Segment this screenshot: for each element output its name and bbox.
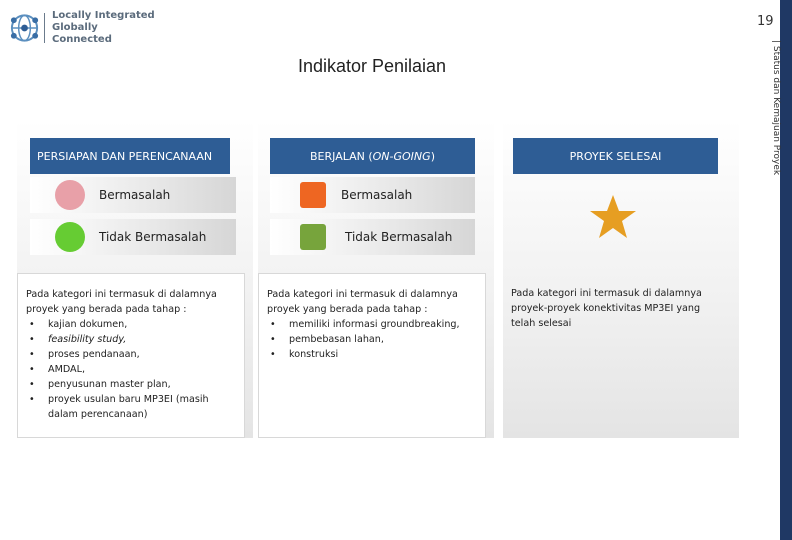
list-item: • penyusunan master plan, <box>26 377 236 392</box>
indicator-label: Tidak Bermasalah <box>345 230 453 244</box>
indicator-label: Bermasalah <box>341 188 413 202</box>
description-berjalan <box>258 273 486 438</box>
indicator-label: Tidak Bermasalah <box>99 230 207 244</box>
globe-logo-icon <box>8 11 41 45</box>
list-item: • proyek usulan baru MP3EI (masih dalam perencanaan) <box>26 392 236 422</box>
header-selesai: PROYEK SELESAI <box>513 138 718 174</box>
header-berjalan-end: ) <box>430 149 435 163</box>
pink-circle-icon <box>55 180 85 210</box>
logo-text <box>52 10 158 46</box>
list-item: • AMDAL, <box>26 362 236 377</box>
description-list <box>26 317 236 422</box>
description-list <box>267 317 477 362</box>
list-item: • pembebasan lahan, <box>267 332 477 347</box>
orange-square-icon <box>300 182 326 208</box>
logo <box>8 8 158 48</box>
star-icon <box>588 193 638 241</box>
list-item: • proses pendanaan, <box>26 347 236 362</box>
description-selesai <box>503 273 719 438</box>
header-berjalan <box>270 138 475 174</box>
header-berjalan-main: BERJALAN ( <box>310 149 373 163</box>
list-item: • memiliki informasi groundbreaking, <box>267 317 477 332</box>
description-intro: Pada kategori ini termasuk di dalamnya proyek yang berada pada tahap : <box>26 289 217 315</box>
description-intro: Pada kategori ini termasuk di dalamnya proyek-proyek konektivitas MP3EI yang telah selesai <box>511 288 702 329</box>
side-label-text: | Status dan Kemajuan Proyek <box>771 40 781 176</box>
page-title: Indikator Penilaian <box>297 56 447 76</box>
green-circle-icon <box>55 222 85 252</box>
side-label <box>768 40 782 190</box>
description-persiapan <box>17 273 245 438</box>
logo-line-2: Globally Connected <box>51 22 112 45</box>
header-persiapan: PERSIAPAN DAN PERENCANAAN <box>30 138 230 174</box>
header-berjalan-em: ON-GOING <box>372 149 431 163</box>
list-item: • kajian dokumen, <box>26 317 236 332</box>
list-item: • konstruksi <box>267 347 477 362</box>
indicator-label: Bermasalah <box>99 188 171 202</box>
logo-line-1: Locally Integrated <box>51 10 155 21</box>
logo-divider <box>44 13 45 43</box>
list-item: • feasibility study, <box>26 332 236 347</box>
olive-square-icon <box>300 224 326 250</box>
page-number: 19 <box>757 14 774 29</box>
description-intro: Pada kategori ini termasuk di dalamnya proyek yang berada pada tahap : <box>267 289 458 315</box>
